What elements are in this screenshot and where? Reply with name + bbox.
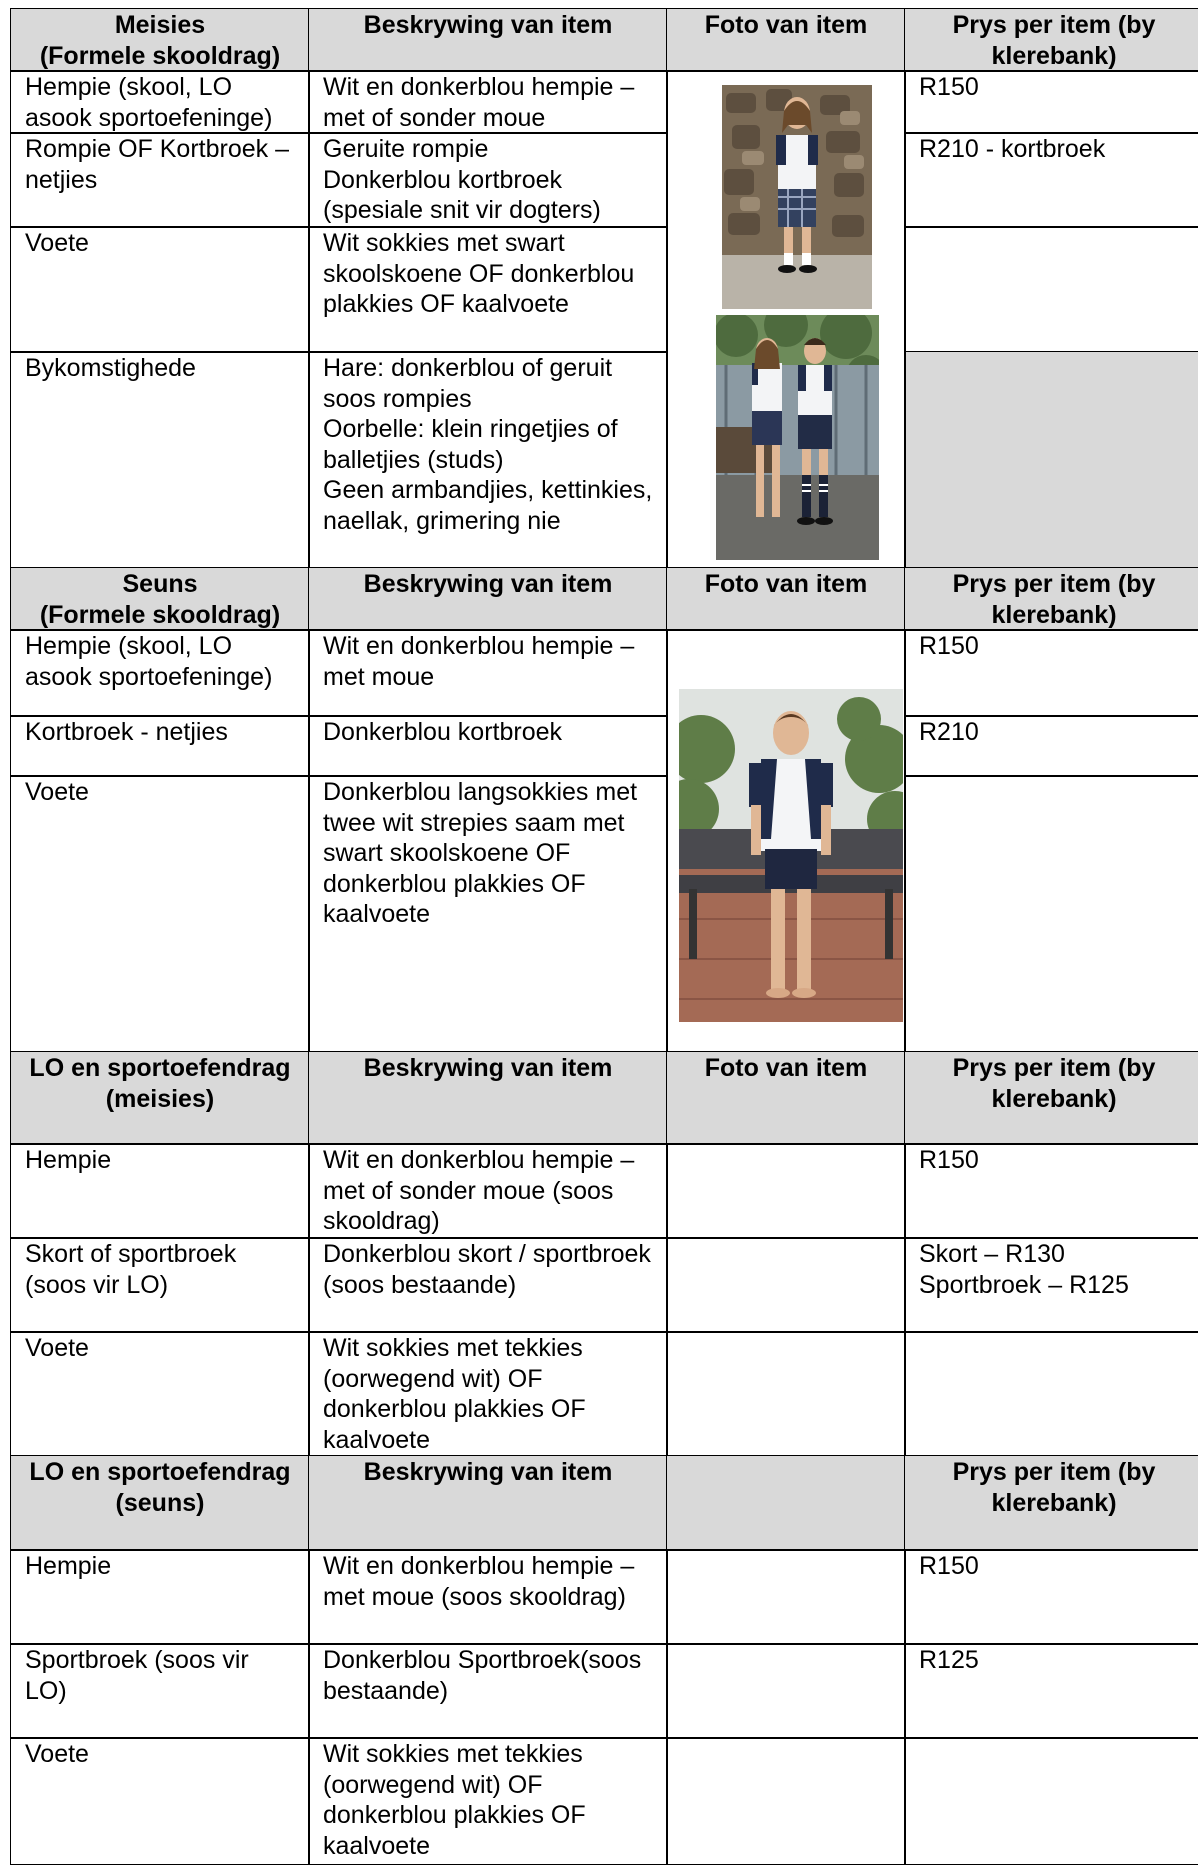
item-cell: Hempie (skool, LO asook sportoefeninge) bbox=[10, 70, 310, 134]
header-description: Beskrywing van item bbox=[308, 1455, 668, 1551]
item-cell: Bykomstighede bbox=[10, 351, 310, 569]
header-price: Prys per item (by klerebank) bbox=[904, 1455, 1198, 1551]
price-cell bbox=[904, 775, 1198, 1053]
price-cell: R125 bbox=[904, 1643, 1198, 1739]
price-cell: Skort – R130 Sportbroek – R125 bbox=[904, 1237, 1198, 1333]
description-cell: Donkerblou langsokkies met twee wit strepies saam met swart skoolskoene OF donkerblou plakkies OF kaalvoete bbox=[308, 775, 668, 1053]
item-cell: Hempie bbox=[10, 1143, 310, 1239]
description-cell: Wit sokkies met swart skoolskoene OF donkerblou plakkies OF kaalvoete bbox=[308, 226, 668, 353]
header-description: Beskrywing van item bbox=[308, 1051, 668, 1145]
description-cell: Geruite rompie Donkerblou kortbroek (spesiale snit vir dogters) bbox=[308, 132, 668, 228]
price-cell: R150 bbox=[904, 1143, 1198, 1239]
description-cell: Wit sokkies met tekkies (oorwegend wit) OF donkerblou plakkies OF kaalvoete bbox=[308, 1737, 668, 1865]
description-cell: Wit en donkerblou hempie – met of sonder moue bbox=[308, 70, 668, 134]
description-cell: Donkerblou skort / sportbroek (soos bestaande) bbox=[308, 1237, 668, 1333]
item-cell: Skort of sportbroek (soos vir LO) bbox=[10, 1237, 310, 1333]
item-cell: Sportbroek (soos vir LO) bbox=[10, 1643, 310, 1739]
header-photo-empty bbox=[666, 1455, 906, 1551]
price-cell: R150 bbox=[904, 629, 1198, 717]
photo-girl-uniform bbox=[722, 85, 872, 309]
item-cell: Voete bbox=[10, 226, 310, 353]
photo-cell bbox=[666, 1549, 906, 1645]
header-description: Beskrywing van item bbox=[308, 8, 668, 72]
photo-cell bbox=[666, 1737, 906, 1865]
header-price: Prys per item (by klerebank) bbox=[904, 567, 1198, 631]
description-cell: Wit en donkerblou hempie – met moue bbox=[308, 629, 668, 717]
price-cell bbox=[904, 226, 1198, 353]
header-item: LO en sportoefendrag (meisies) bbox=[10, 1051, 310, 1145]
photo-boy-uniform bbox=[679, 689, 903, 1022]
description-cell: Wit en donkerblou hempie – met of sonder moue (soos skooldrag) bbox=[308, 1143, 668, 1239]
description-cell: Wit sokkies met tekkies (oorwegend wit) OF donkerblou plakkies OF kaalvoete bbox=[308, 1331, 668, 1457]
header-photo: Foto van item bbox=[666, 567, 906, 631]
price-cell: R150 bbox=[904, 70, 1198, 134]
description-cell: Donkerblou Sportbroek(soos bestaande) bbox=[308, 1643, 668, 1739]
header-description: Beskrywing van item bbox=[308, 567, 668, 631]
description-cell: Hare: donkerblou of geruit soos rompies Oorbelle: klein ringetjies of balletjies (studs) Geen armbandjies, kettinkies, naellak, grimering nie bbox=[308, 351, 668, 569]
description-cell: Donkerblou kortbroek bbox=[308, 715, 668, 777]
photo-cell bbox=[666, 1643, 906, 1739]
item-cell: Rompie OF Kortbroek – netjies bbox=[10, 132, 310, 228]
price-cell: R150 bbox=[904, 1549, 1198, 1645]
photo-cell bbox=[666, 1237, 906, 1333]
price-cell bbox=[904, 1737, 1198, 1865]
price-cell-empty bbox=[904, 351, 1198, 569]
header-price: Prys per item (by klerebank) bbox=[904, 1051, 1198, 1145]
photo-cell bbox=[666, 1143, 906, 1239]
item-cell: Voete bbox=[10, 1737, 310, 1865]
item-cell: Voete bbox=[10, 1331, 310, 1457]
header-item: Meisies (Formele skooldrag) bbox=[10, 8, 310, 72]
price-cell: R210 bbox=[904, 715, 1198, 777]
item-cell: Hempie (skool, LO asook sportoefeninge) bbox=[10, 629, 310, 717]
photo-cell bbox=[666, 1331, 906, 1457]
header-item: LO en sportoefendrag (seuns) bbox=[10, 1455, 310, 1551]
price-cell bbox=[904, 1331, 1198, 1457]
header-photo: Foto van item bbox=[666, 1051, 906, 1145]
header-price: Prys per item (by klerebank) bbox=[904, 8, 1198, 72]
photo-girl-and-boy-uniform bbox=[716, 315, 879, 560]
header-item: Seuns (Formele skooldrag) bbox=[10, 567, 310, 631]
description-cell: Wit en donkerblou hempie – met moue (soos skooldrag) bbox=[308, 1549, 668, 1645]
header-photo: Foto van item bbox=[666, 8, 906, 72]
item-cell: Kortbroek - netjies bbox=[10, 715, 310, 777]
price-cell: R210 - kortbroek bbox=[904, 132, 1198, 228]
item-cell: Voete bbox=[10, 775, 310, 1053]
item-cell: Hempie bbox=[10, 1549, 310, 1645]
